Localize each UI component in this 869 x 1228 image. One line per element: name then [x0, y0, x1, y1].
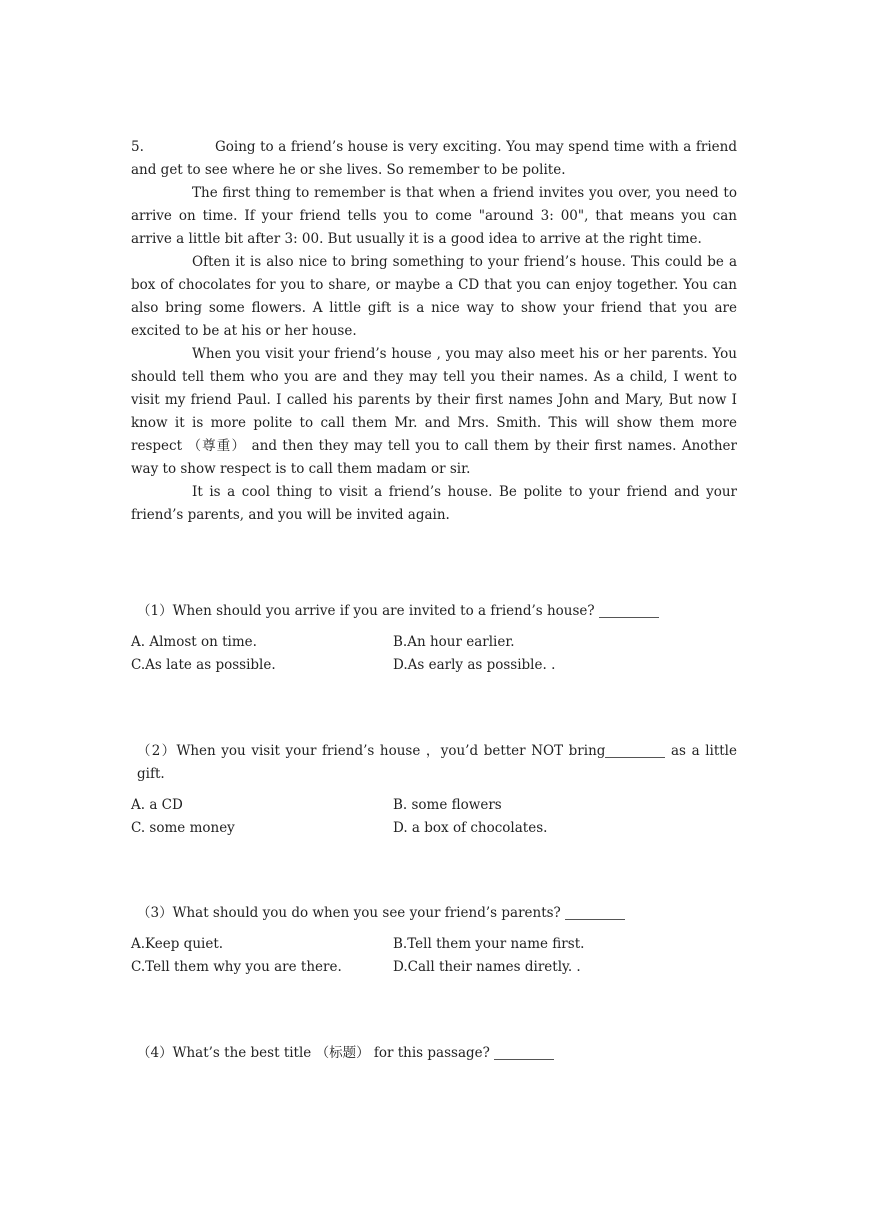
question-stem: （3）What should you do when you see your friend’s parents?: [131, 902, 737, 925]
option-c[interactable]: C. some money: [131, 820, 235, 836]
options: [131, 794, 737, 840]
option-a[interactable]: A. a CD: [131, 797, 183, 813]
option-b[interactable]: B.An hour earlier.: [393, 634, 515, 650]
answer-blank[interactable]: [599, 603, 659, 618]
option-c[interactable]: C.Tell them why you are there.: [131, 959, 342, 975]
question-stem: （4）What’s the best title （标题） for this passage?: [131, 1042, 737, 1065]
options: [131, 631, 737, 677]
question-1: [131, 600, 737, 677]
option-d[interactable]: D.As early as possible. .: [393, 657, 556, 673]
option-b[interactable]: B. some flowers: [393, 797, 502, 813]
question-stem: （1）When should you arrive if you are invited to a friend’s house?: [131, 600, 737, 623]
passage-paragraph-3: Often it is also nice to bring something to your friend’s house. This could be a box of chocolates for you to share, or maybe a CD that you can enjoy together. You can also bring some flowers. A little gift is a nice way to show your friend that you are excited to be at his or her house.: [131, 254, 737, 339]
option-a[interactable]: A.Keep quiet.: [131, 936, 224, 952]
option-d[interactable]: D.Call their names diretly. .: [393, 959, 581, 975]
option-a[interactable]: A. Almost on time.: [131, 634, 257, 650]
passage-paragraph-4: When you visit your friend’s house , you may also meet his or her parents. You should tell them who you are and they may tell you their names. As a child, I went to visit my friend Paul. I called his parents by their first names John and Mary, But now I know it is more polite to call them Mr. and Mrs. Smith. This will show them more respect （尊重） and then they may tell you to call them by their first names. Another way to show respect is to call them madam or sir.: [131, 346, 737, 477]
passage-paragraph-5: It is a cool thing to visit a friend’s house. Be polite to your friend and your friend’s parents, and you will be invited again.: [131, 484, 737, 523]
answer-blank[interactable]: [605, 743, 665, 758]
option-b[interactable]: B.Tell them your name first.: [393, 936, 585, 952]
question-2: [131, 740, 737, 840]
answer-blank[interactable]: [565, 905, 625, 920]
question-number: 5.: [131, 139, 144, 155]
option-d[interactable]: D. a box of chocolates.: [393, 820, 548, 836]
passage-paragraph-1: 5. Going to a friend’s house is very exciting. You may spend time with a friend and get to see where he or she lives. So remember to be polite.: [131, 136, 737, 182]
passage-paragraph-2: The first thing to remember is that when a friend invites you over, you need to arrive on time. If your friend tells you to come "around 3: 00", that means you can arrive a little bit after 3: 00. But usually it is a good idea to arrive at the right time.: [131, 185, 737, 247]
options: [131, 933, 737, 979]
answer-blank[interactable]: [494, 1045, 554, 1060]
question-stem: （2）When you visit your friend’s house ，you’d better NOT bring as a little gift.: [137, 743, 737, 782]
option-c[interactable]: C.As late as possible.: [131, 657, 276, 673]
reading-passage: [131, 136, 737, 527]
question-3: [131, 902, 737, 979]
question-4: [131, 1042, 737, 1065]
